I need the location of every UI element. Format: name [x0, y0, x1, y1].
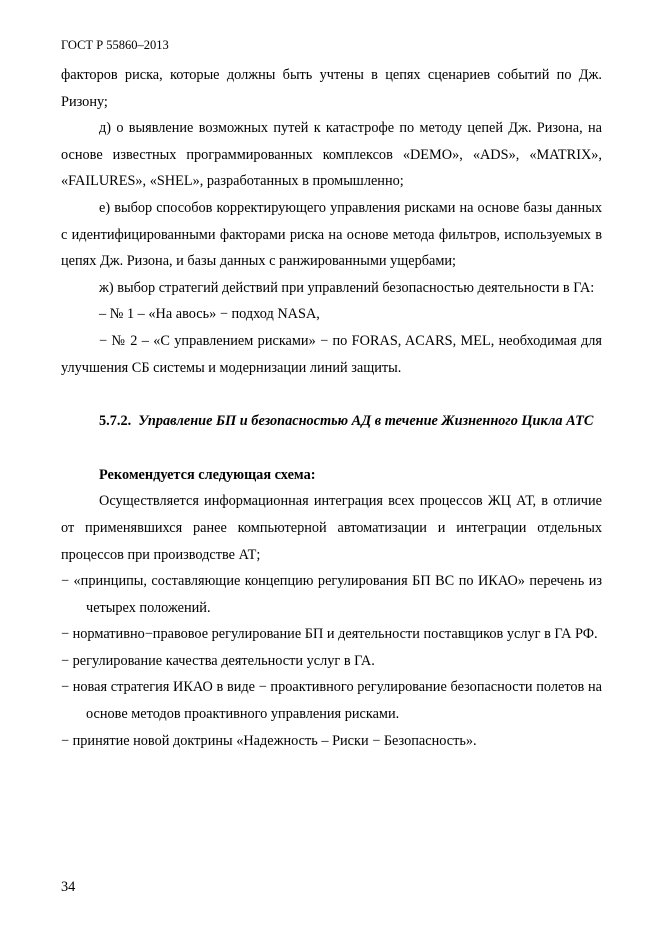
scheme-list-item: − нормативно−правовое регулирование БП и деятельности поставщиков услуг в ГА РФ.	[61, 626, 598, 643]
section-heading	[61, 408, 602, 435]
scheme-list-item: − принятие новой доктрины «Надежность – Риски − Безопасность».	[61, 732, 477, 749]
scheme-intro: Осуществляется информационная интеграция всех процессов ЖЦ АТ, в отличие от применявшихся ранее компьютерной автоматизации и интеграции отдельных процессов при производстве АТ;	[61, 493, 602, 563]
scheme-list-item: − «принципы, составляющие концепцию регулирования БП ВС по ИКАО» перечень из четырех положений.	[61, 573, 602, 616]
paragraph-risk-factors: факторов риска, которые должны быть учтены в цепях сценариев событий по Дж. Ризону;	[61, 67, 602, 110]
paragraph-item-e: е) выбор способов корректирующего управления рисками на основе базы данных с идентифицированными факторами риска на основе метода фильтров, используемых в цепях Дж. Ризона, и базы данных с ранжированными ущербами;	[61, 199, 602, 270]
section-number: 5.7.2.	[99, 413, 132, 430]
page-number: 34	[61, 879, 76, 895]
paragraph-item-zh: ж) выбор стратегий действий при управлений безопасностью деятельности в ГА:	[99, 279, 595, 296]
paragraph-strategy-1: – № 1 – «На авось» − подход NASA,	[99, 306, 320, 323]
paragraph-strategy-2: − № 2 – «С управлением рисками» − по FORAS, ACARS, MEL, необходимая для улучшения СБ системы и модернизации линий защиты.	[61, 332, 602, 376]
document-header: ГОСТ Р 55860–2013	[61, 38, 169, 52]
scheme-heading: Рекомендуется следующая схема:	[99, 466, 316, 483]
paragraph-item-d: д) о выявление возможных путей к катастрофе по методу цепей Дж. Ризона, на основе известных программированных комплексов «DEMO», «ADS», «MATRIX», «FAILURES», «SHEL», разработанных в промышленно;	[61, 120, 602, 190]
section-title: Управление БП и безопасностью АД в течение Жизненного Цикла АТС	[138, 413, 594, 430]
document-body	[61, 62, 602, 754]
scheme-list-item: − регулирование качества деятельности услуг в ГА.	[61, 652, 375, 669]
scheme-list-item: − новая стратегия ИКАО в виде − проактивного регулирование безопасности полетов на основе методов проактивного управления рисками.	[61, 679, 602, 723]
